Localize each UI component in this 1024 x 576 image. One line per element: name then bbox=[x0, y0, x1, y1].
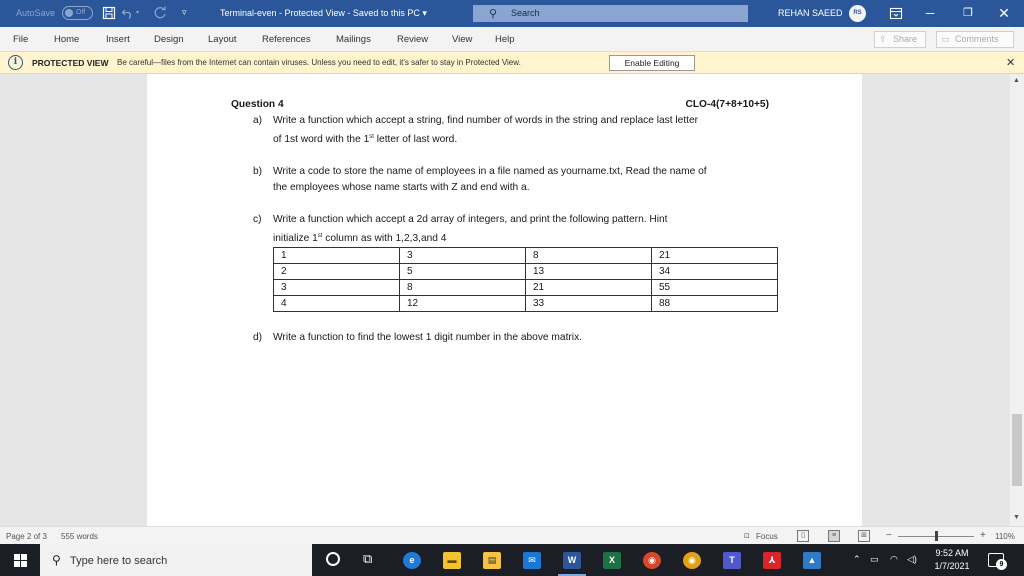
web-layout-icon[interactable]: ⊞ bbox=[858, 530, 870, 542]
search-box[interactable] bbox=[473, 5, 748, 22]
close-icon[interactable]: ✕ bbox=[1006, 57, 1016, 69]
share-icon: ⇪ bbox=[879, 34, 887, 44]
table-cell: 13 bbox=[526, 264, 652, 280]
read-mode-icon[interactable]: ▯ bbox=[797, 530, 809, 542]
table-cell: 34 bbox=[652, 264, 778, 280]
search-placeholder: Search bbox=[511, 8, 540, 18]
autosave-state: Off bbox=[76, 9, 86, 16]
scroll-down-icon[interactable]: ▼ bbox=[1013, 514, 1020, 521]
clock-date: 1/7/2021 bbox=[934, 561, 970, 571]
item-line: Write a code to store the name of employees in a file named as yourname.txt, Read the name of bbox=[273, 166, 707, 177]
comments-button[interactable] bbox=[936, 31, 1014, 48]
document-page bbox=[147, 74, 862, 526]
status-bar bbox=[0, 526, 1024, 544]
menu-bar bbox=[0, 27, 1024, 52]
menu-view[interactable]: View bbox=[452, 34, 473, 45]
focus-icon[interactable]: ⊡ bbox=[744, 533, 750, 540]
battery-icon[interactable]: ▭ bbox=[870, 554, 879, 564]
table-row bbox=[274, 248, 778, 264]
focus-label[interactable]: Focus bbox=[756, 532, 778, 541]
clo-label: CLO-4(7+8+10+5) bbox=[685, 99, 769, 110]
comments-label: Comments bbox=[955, 34, 999, 44]
zoom-level[interactable]: 110% bbox=[995, 532, 1015, 541]
system-clock[interactable] bbox=[928, 547, 976, 573]
table-cell: 4 bbox=[274, 296, 400, 312]
menu-file[interactable]: File bbox=[13, 34, 29, 45]
page-count[interactable]: Page 2 of 3 bbox=[6, 532, 47, 541]
print-layout-icon[interactable]: ≡ bbox=[828, 530, 840, 542]
taskbar bbox=[0, 544, 1024, 576]
protected-view-message: Be careful—files from the Internet can contain viruses. Unless you need to edit, it's safer to stay in Protected View. bbox=[117, 58, 521, 67]
zoom-out-icon[interactable]: − bbox=[886, 530, 892, 541]
task-view-icon[interactable]: ⧉ bbox=[363, 551, 373, 566]
table-cell: 3 bbox=[274, 280, 400, 296]
vertical-scrollbar[interactable] bbox=[1010, 74, 1024, 526]
search-icon: ⚲ bbox=[52, 553, 61, 567]
item-line: Write a function which accept a string, find number of words in the string and replace last letter bbox=[273, 115, 699, 126]
customize-toolbar-icon[interactable]: ▿ bbox=[182, 7, 187, 17]
zoom-slider-thumb[interactable] bbox=[935, 531, 938, 541]
excel-icon[interactable]: X bbox=[603, 552, 621, 569]
item-line: initialize 1st column as with 1,2,3,and 4 bbox=[273, 233, 447, 244]
close-button[interactable]: ✕ bbox=[998, 5, 1010, 21]
wifi-icon[interactable]: ◠ bbox=[890, 554, 898, 564]
teams-icon[interactable]: T bbox=[723, 552, 741, 569]
chrome-profile-icon[interactable]: ◉ bbox=[683, 552, 701, 569]
question-header bbox=[231, 99, 779, 113]
table-cell: 55 bbox=[652, 280, 778, 296]
redo-icon[interactable] bbox=[153, 6, 167, 20]
edge-icon[interactable]: e bbox=[403, 552, 421, 569]
item-label: d) bbox=[253, 332, 263, 343]
word-icon[interactable]: W bbox=[563, 552, 581, 569]
menu-insert[interactable]: Insert bbox=[106, 34, 130, 45]
chrome-icon[interactable]: ◉ bbox=[643, 552, 661, 569]
table-cell: 88 bbox=[652, 296, 778, 312]
table-cell: 2 bbox=[274, 264, 400, 280]
scroll-up-icon[interactable]: ▲ bbox=[1013, 77, 1020, 84]
file-explorer-icon[interactable]: ▬ bbox=[443, 552, 461, 569]
photos-icon[interactable]: ▲ bbox=[803, 552, 821, 569]
item-line: the employees whose name starts with Z and end with a. bbox=[273, 182, 530, 193]
table-row bbox=[274, 264, 778, 280]
word-count[interactable]: 555 words bbox=[61, 532, 98, 541]
table-cell: 21 bbox=[652, 248, 778, 264]
mail-icon[interactable]: ✉ bbox=[523, 552, 541, 569]
windows-start-icon[interactable] bbox=[14, 554, 27, 567]
menu-design[interactable]: Design bbox=[154, 34, 184, 45]
toggle-knob bbox=[65, 9, 73, 17]
menu-mailings[interactable]: Mailings bbox=[336, 34, 371, 45]
menu-help[interactable]: Help bbox=[495, 34, 515, 45]
protected-view-title: PROTECTED VIEW bbox=[32, 58, 109, 68]
table-cell: 1 bbox=[274, 248, 400, 264]
question-title: Question 4 bbox=[231, 99, 284, 110]
table-cell: 33 bbox=[526, 296, 652, 312]
table-cell: 8 bbox=[400, 280, 526, 296]
scroll-thumb[interactable] bbox=[1012, 414, 1022, 486]
acrobat-icon[interactable]: ⅄ bbox=[763, 552, 781, 569]
restore-button[interactable]: ❐ bbox=[963, 7, 973, 19]
user-name[interactable]: REHAN SAEED bbox=[778, 8, 843, 18]
share-label: Share bbox=[893, 34, 918, 44]
document-canvas bbox=[0, 74, 1010, 526]
protected-view-bar bbox=[0, 52, 1024, 74]
menu-review[interactable]: Review bbox=[397, 34, 429, 45]
avatar[interactable]: RS bbox=[849, 5, 866, 22]
item-line: Write a function to find the lowest 1 digit number in the above matrix. bbox=[273, 332, 582, 343]
menu-home[interactable]: Home bbox=[54, 34, 80, 45]
minimize-button[interactable]: ─ bbox=[925, 6, 935, 20]
autosave-toggle[interactable] bbox=[62, 6, 93, 20]
title-bar bbox=[0, 0, 1024, 27]
share-button[interactable] bbox=[874, 31, 926, 48]
item-label: c) bbox=[253, 214, 262, 225]
item-line: Write a function which accept a 2d array of integers, and print the following pattern. Hint bbox=[273, 214, 668, 225]
taskbar-search-placeholder: Type here to search bbox=[70, 555, 168, 567]
zoom-in-icon[interactable]: + bbox=[980, 530, 986, 541]
comment-icon: ▭ bbox=[941, 34, 950, 44]
question-item-a bbox=[231, 113, 779, 148]
table-cell: 21 bbox=[526, 280, 652, 296]
info-icon: i bbox=[8, 55, 23, 70]
item-label: b) bbox=[253, 166, 263, 177]
tray-chevron-icon[interactable]: ⌃ bbox=[853, 554, 861, 564]
item-line: of 1st word with the 1st letter of last word. bbox=[273, 134, 458, 145]
item-label: a) bbox=[253, 115, 263, 126]
undo-dropdown-icon[interactable]: ▾ bbox=[136, 10, 140, 16]
store-icon[interactable]: ▤ bbox=[483, 552, 501, 569]
table-row bbox=[274, 280, 778, 296]
taskbar-search[interactable] bbox=[40, 544, 312, 576]
page-content bbox=[231, 99, 779, 346]
question-item-d bbox=[231, 330, 779, 346]
menu-layout[interactable]: Layout bbox=[208, 34, 237, 45]
ribbon-display-options-icon[interactable] bbox=[889, 7, 903, 21]
enable-editing-button[interactable]: Enable Editing bbox=[609, 55, 695, 71]
table-cell: 12 bbox=[400, 296, 526, 312]
table-cell: 8 bbox=[526, 248, 652, 264]
clock-time: 9:52 AM bbox=[935, 548, 969, 558]
document-title[interactable]: Terminal-even - Protected View - Saved to this PC ▾ bbox=[220, 8, 427, 18]
save-icon[interactable] bbox=[102, 6, 116, 20]
undo-icon[interactable] bbox=[121, 6, 135, 20]
question-item-b bbox=[231, 164, 779, 196]
autosave-label: AutoSave bbox=[16, 8, 56, 18]
cortana-icon[interactable] bbox=[326, 552, 340, 566]
menu-references[interactable]: References bbox=[262, 34, 311, 45]
notification-badge: 9 bbox=[996, 559, 1007, 570]
table-cell: 3 bbox=[400, 248, 526, 264]
question-item-c bbox=[231, 212, 779, 247]
pattern-table bbox=[273, 247, 778, 312]
volume-icon[interactable]: ◁) bbox=[907, 554, 917, 564]
search-icon: ⚲ bbox=[489, 8, 498, 20]
table-cell: 5 bbox=[400, 264, 526, 280]
table-row bbox=[274, 296, 778, 312]
